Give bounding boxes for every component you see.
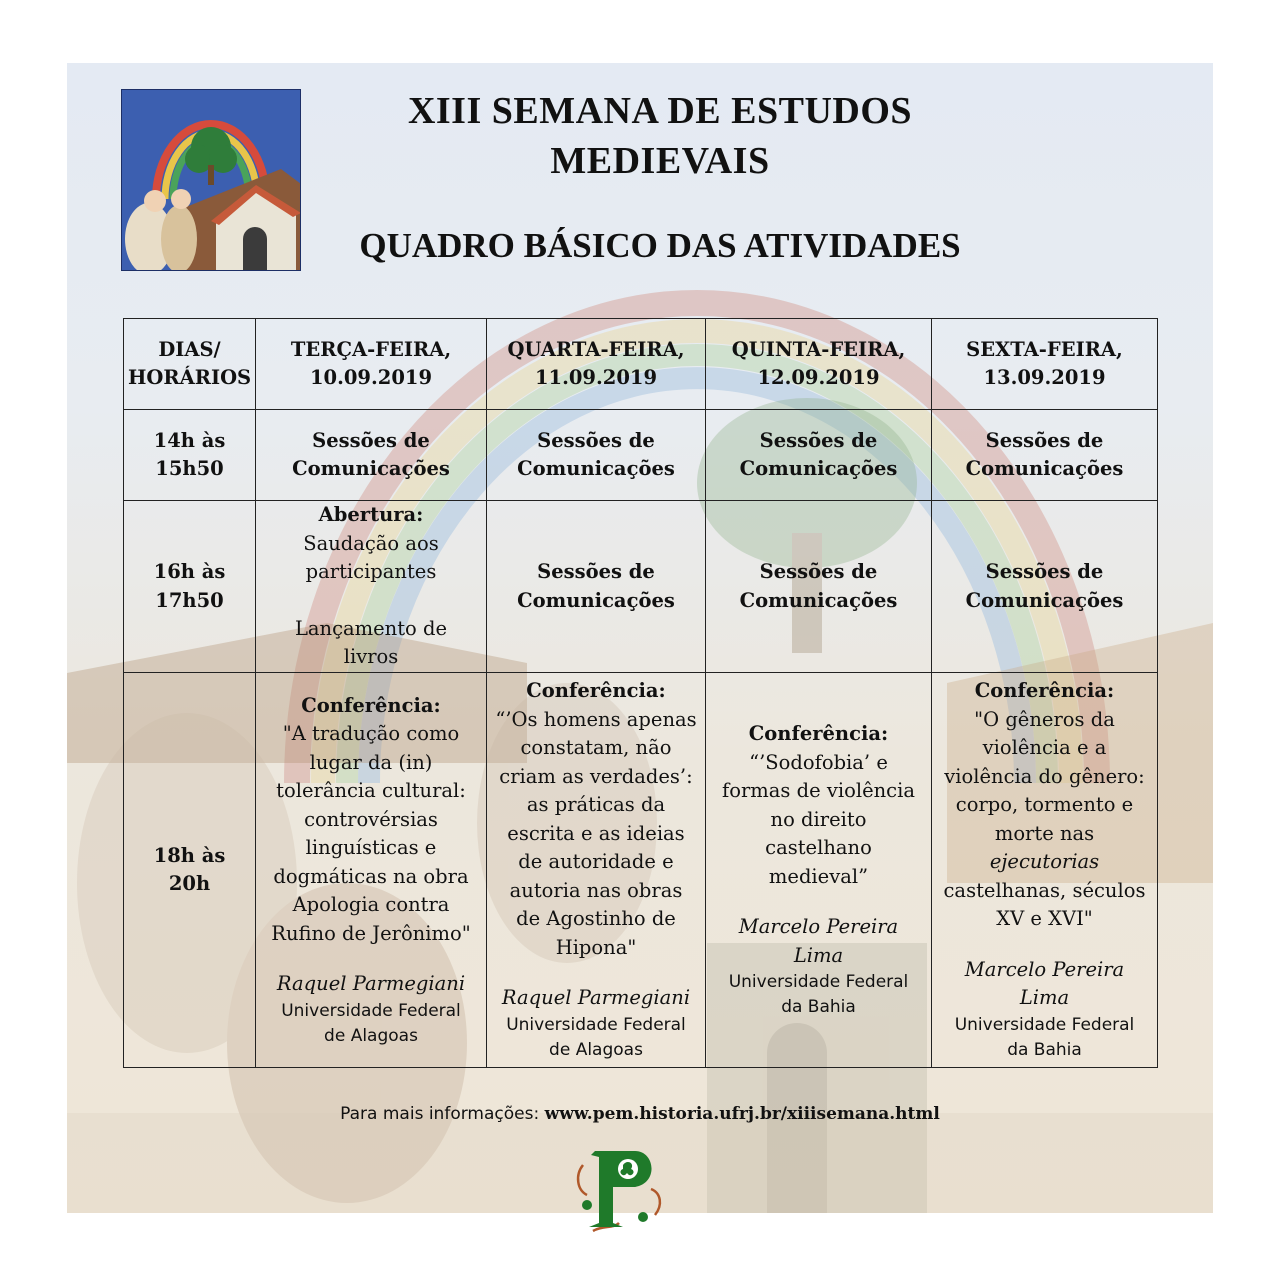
table-row bbox=[124, 501, 1158, 673]
header-label: HORÁRIOS bbox=[128, 366, 252, 389]
medieval-illumination-thumbnail bbox=[121, 89, 301, 271]
conference-title-line: constatam, não bbox=[520, 736, 672, 760]
illuminated-letter-p-icon bbox=[573, 1145, 665, 1235]
table-header-row bbox=[124, 319, 1158, 410]
conference-title-line: "O gêneros da bbox=[974, 707, 1115, 731]
conference-title-line: “’Os homens apenas bbox=[495, 707, 697, 731]
time-cell bbox=[124, 673, 256, 1068]
spacer bbox=[260, 587, 482, 615]
conference-title-line: violência do gênero: bbox=[944, 764, 1145, 788]
session-label: Comunicações bbox=[965, 588, 1124, 612]
conference-title-line: de autoridade e bbox=[518, 850, 674, 874]
conference-title-line: Rufino de Jerônimo" bbox=[271, 921, 471, 945]
conference-title-line: dogmáticas na obra bbox=[273, 864, 469, 888]
session-label: Sessões de bbox=[985, 428, 1104, 452]
speaker-university: da Bahia bbox=[1007, 1039, 1082, 1060]
event-title-line1: XIII SEMANA DE ESTUDOS bbox=[407, 90, 913, 132]
session-label: Sessões de bbox=[312, 428, 430, 452]
session-label: Comunicações bbox=[517, 588, 675, 612]
conference-heading: Conferência: bbox=[974, 679, 1115, 703]
session-label: Comunicações bbox=[965, 457, 1124, 480]
footer-url-link[interactable]: www.pem.historia.ufrj.br/xiiisemana.html bbox=[544, 1104, 940, 1124]
conference-title-line: no direito bbox=[770, 807, 867, 831]
footer-info bbox=[0, 1104, 1280, 1124]
spacer bbox=[491, 962, 701, 984]
conference-title-line: morte nas bbox=[994, 821, 1095, 845]
conference-title-line: castelhano bbox=[765, 836, 872, 859]
spacer bbox=[936, 934, 1153, 956]
conference-title-line: formas de violência bbox=[722, 779, 915, 802]
table-row bbox=[124, 673, 1158, 1068]
schedule-subtitle: QUADRO BÁSICO DAS ATIVIDADES bbox=[359, 226, 961, 265]
session-cell bbox=[706, 410, 932, 501]
header-date: 12.09.2019 bbox=[757, 366, 880, 389]
session-cell bbox=[487, 501, 706, 673]
opening-text: Lançamento de bbox=[294, 616, 448, 640]
conference-cell-tuesday bbox=[256, 673, 487, 1068]
speaker-name: Raquel Parmegiani bbox=[501, 986, 691, 1010]
conference-title-line: autoria nas obras bbox=[509, 878, 683, 902]
conference-title-line: corpo, tormento e bbox=[955, 793, 1134, 817]
opening-cell bbox=[256, 501, 487, 673]
conference-title-line: de Agostinho de bbox=[516, 907, 676, 931]
conference-title-line: controvérsias bbox=[304, 807, 438, 831]
time-end: 15h50 bbox=[155, 457, 224, 480]
session-label: Comunicações bbox=[739, 588, 898, 612]
conference-title-line: as práticas da bbox=[526, 793, 666, 817]
speaker-university: da Bahia bbox=[781, 997, 856, 1017]
opening-text: Saudação aos bbox=[303, 531, 439, 555]
session-label: Sessões de bbox=[759, 428, 878, 452]
header-label: TERÇA-FEIRA, bbox=[290, 337, 452, 361]
header-label: QUINTA-FEIRA, bbox=[731, 337, 906, 361]
header-wednesday bbox=[487, 319, 706, 410]
conference-title-line: linguísticas e bbox=[305, 836, 437, 859]
conference-cell-wednesday bbox=[487, 673, 706, 1068]
schedule-table bbox=[123, 318, 1158, 1068]
speaker-university: Universidade Federal bbox=[281, 1000, 461, 1021]
footer-label: Para mais informações: bbox=[340, 1104, 545, 1124]
speaker-name: Lima bbox=[1019, 986, 1070, 1010]
time-cell bbox=[124, 410, 256, 501]
conference-title-line: lugar da (in) bbox=[309, 750, 433, 774]
time-start: 16h às bbox=[153, 560, 226, 583]
conference-cell-thursday bbox=[706, 673, 932, 1068]
table-row bbox=[124, 410, 1158, 501]
session-cell bbox=[932, 410, 1158, 501]
conference-title-line: Hipona" bbox=[555, 935, 637, 959]
conference-heading: Conferência: bbox=[748, 722, 889, 745]
session-label: Sessões de bbox=[537, 428, 655, 452]
conference-title-line: castelhanas, séculos bbox=[943, 878, 1146, 902]
opening-text: participantes bbox=[305, 560, 437, 584]
conference-title-line: “’Sodofobia’ e bbox=[749, 750, 888, 774]
speaker-name: Lima bbox=[793, 943, 844, 967]
session-label: Sessões de bbox=[537, 560, 655, 583]
session-cell bbox=[706, 501, 932, 673]
conference-title-line: Apologia contra bbox=[292, 893, 450, 916]
header-thursday bbox=[706, 319, 932, 410]
conference-title-line: XV e XVI" bbox=[996, 907, 1093, 931]
speaker-university: de Alagoas bbox=[549, 1039, 643, 1060]
time-start: 14h às bbox=[153, 428, 226, 452]
time-end: 17h50 bbox=[155, 588, 224, 612]
time-start: 18h às bbox=[153, 843, 226, 867]
header-tuesday bbox=[256, 319, 487, 410]
conference-title-line: escrita e as ideias bbox=[507, 821, 685, 845]
header-label: QUARTA-FEIRA, bbox=[507, 337, 685, 361]
session-label: Comunicações bbox=[517, 457, 675, 480]
opening-heading: Abertura: bbox=[318, 503, 424, 527]
conference-heading: Conferência: bbox=[301, 693, 441, 717]
session-cell bbox=[256, 410, 487, 501]
header-friday bbox=[932, 319, 1158, 410]
session-label: Sessões de bbox=[985, 560, 1104, 583]
speaker-university: de Alagoas bbox=[324, 1025, 418, 1046]
session-label: Comunicações bbox=[739, 457, 898, 480]
speaker-name: Marcelo Pereira bbox=[738, 915, 899, 938]
speaker-university: Universidade Federal bbox=[506, 1014, 686, 1035]
conference-title-line: criam as verdades’: bbox=[499, 764, 693, 788]
header-days-times bbox=[124, 319, 256, 410]
session-cell bbox=[932, 501, 1158, 673]
speaker-university: Universidade Federal bbox=[728, 972, 909, 992]
conference-title-line: tolerância cultural: bbox=[276, 779, 466, 802]
header-date: 13.09.2019 bbox=[983, 366, 1106, 389]
conference-heading: Conferência: bbox=[526, 679, 666, 703]
header-label: DIAS/ bbox=[158, 337, 221, 361]
time-end: 20h bbox=[168, 872, 211, 895]
speaker-name: Marcelo Pereira bbox=[964, 957, 1125, 981]
session-label: Comunicações bbox=[292, 457, 450, 480]
header-date: 10.09.2019 bbox=[309, 366, 433, 389]
spacer bbox=[260, 948, 482, 970]
speaker-name: Raquel Parmegiani bbox=[276, 972, 466, 995]
conference-title-line: "A tradução como bbox=[282, 722, 460, 745]
conference-title-italic: ejecutorias bbox=[989, 850, 1100, 874]
spacer bbox=[710, 891, 927, 913]
conference-title-line: violência e a bbox=[982, 736, 1107, 760]
event-title bbox=[330, 86, 990, 186]
time-cell bbox=[124, 501, 256, 673]
opening-text: livros bbox=[343, 645, 399, 669]
header-date: 11.09.2019 bbox=[534, 366, 658, 389]
conference-cell-friday bbox=[932, 673, 1158, 1068]
speaker-university: Universidade Federal bbox=[954, 1014, 1135, 1035]
event-title-line2: MEDIEVAIS bbox=[550, 140, 770, 182]
session-label: Sessões de bbox=[759, 560, 878, 583]
conference-title-line: medieval” bbox=[768, 864, 869, 888]
session-cell bbox=[487, 410, 706, 501]
header-label: SEXTA-FEIRA, bbox=[966, 337, 1123, 361]
